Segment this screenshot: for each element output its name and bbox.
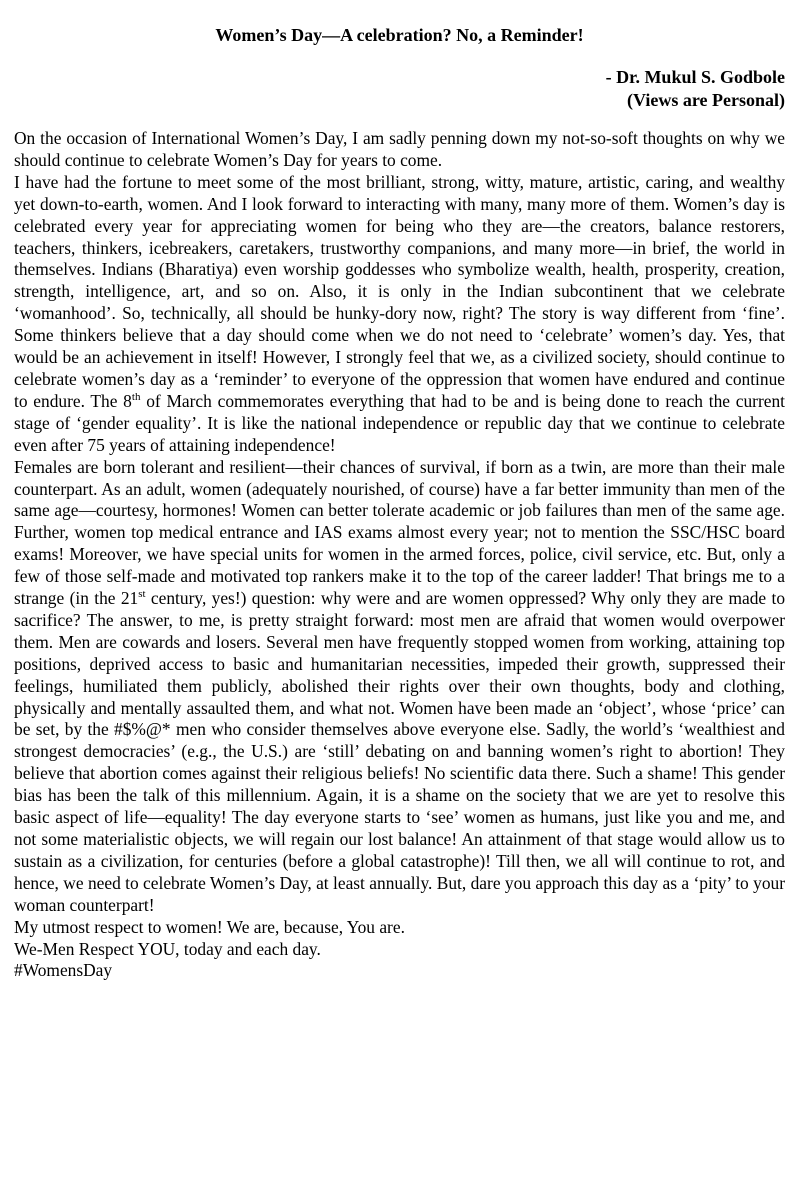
paragraph-celebration-text-a: I have had the fortune to meet some of the most brilliant, strong, witty, mature, artistic, caring, and wealthy yet down-to-earth, women. And I look forward to interacting with many, many more of them. Women’s day is celebrated every year for appreciating women for being who they are—the creators, balance restorers, teachers, thinkers, icebreakers, caretakers, trustworthy companions, and many more—in brief, the world in themselves. Indians (Bharatiya) even worship goddesses who symbolize wealth, health, prosperity, creation, strength, intelligence, art, and so on. Also, it is only in the Indian subcontinent that we celebrate ‘womanhood’. So, technically, all should be hunky-dory now, right? The story is way different from ‘fine’. Some thinkers believe that a day should come when we do not need to ‘celebrate’ women’s day. Yes, that would be an achievement in itself! However, I strongly feel that we, as a civilized society, should continue to celebrate women’s day as a ‘reminder’ to everyone of the oppression that women have endured and continue to endure. The 8 (14, 171, 785, 411)
paragraph-oppression (14, 457, 785, 917)
author-name: - Dr. Mukul S. Godbole (605, 67, 785, 87)
paragraph-intro: On the occasion of International Women’s Day, I am sadly penning down my not-so-soft thoughts on why we should continue to celebrate Women’s Day for years to come. (14, 128, 785, 170)
document-page (14, 18, 785, 982)
views-disclaimer: (Views are Personal) (627, 90, 785, 110)
closing-men-respect-line: We-Men Respect YOU, today and each day. (14, 938, 321, 959)
ordinal-suffix-st: st (138, 588, 146, 601)
ordinal-suffix-th: th (131, 391, 141, 404)
document-title: Women’s Day—A celebration? No, a Reminder! (215, 25, 584, 45)
closing-respect-line: My utmost respect to women! We are, because, You are. (14, 916, 405, 937)
article-body (14, 128, 785, 982)
hashtag-line: #WomensDay (14, 960, 113, 981)
paragraph-oppression-text-a: Females are born tolerant and resilient—their chances of survival, if born as a twin, are more than their male counterpart. As an adult, women (adequately nourished, of course) have a far better immunity than men of the same age—courtesy, hormones! Women can better tolerate academic or job failures than men of the same age. Further, women top medical entrance and IAS exams almost every year; not to mention the SSC/HSC board exams! Moreover, we have special units for women in the armed forces, police, civil service, etc. But, only a few of those self-made and motivated top rankers make it to the top of the career ladder! That brings me to a strange (in the 21 (14, 456, 785, 609)
paragraph-celebration (14, 172, 785, 457)
paragraph-celebration-text-b: of March commemorates everything that had to be and is being done to reach the current stage of ‘gender equality’. It is like the national independence or republic day that we continue to celebrate even after 75 years of attaining independence! (14, 390, 785, 455)
author-block (14, 66, 785, 112)
paragraph-oppression-text-b: century, yes!) question: why were and are women oppressed? Why only they are made to sacrifice? The answer, to me, is pretty straight forward: most men are afraid that women would overpower them. Men are cowards and losers. Several men have frequently stopped women from working, attaining top positions, deprived access to basic and humanitarian necessities, impeded their growth, suppressed their feelings, humiliated them publicly, abolished their rights over their own thoughts, body and clothing, physically and mentally assaulted them, and what not. Women have been made an ‘object’, whose ‘price’ can be set, by the #$%@* men who consider themselves above everyone else. Sadly, the world’s ‘wealthiest and strongest democracies’ (e.g., the U.S.) are ‘still’ debating on and banning women’s right to abortion! They believe that abortion comes against their religious beliefs! No scientific data there. Such a shame! This gender bias has been the talk of this millennium. Again, it is a shame on the society that we are yet to resolve this basic aspect of life—equality! The day everyone starts to ‘see’ women as humans, just like you and me, and not some materialistic objects, we will regain our lost balance! An attainment of that stage would allow us to sustain as a civilization, for centuries (before a global catastrophe)! Till then, we all will continue to rot, and hence, we need to celebrate Women’s Day, at least annually. But, dare you approach this day as a ‘pity’ to your woman counterpart! (14, 588, 786, 915)
